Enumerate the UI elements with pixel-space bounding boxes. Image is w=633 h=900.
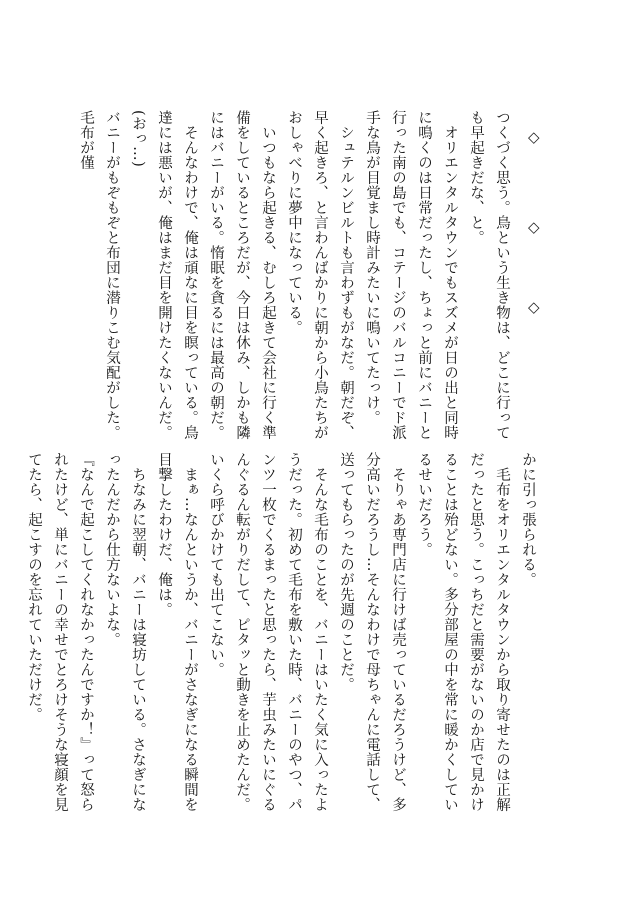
ornament-diamond: ◇ <box>528 218 540 236</box>
paragraph: ちなみに翌朝、バニーは寝坊している。さなぎになったんだから仕方ないよな。 <box>104 452 146 812</box>
section-break-spacer <box>515 110 541 440</box>
ornament-diamond: ◇ <box>528 298 540 316</box>
paragraph: まぁ…なんというか、バニーがさなぎになる瞬間を目撃したわけだ、俺は。 <box>156 452 198 812</box>
paragraph: 『なんで起こしてくれなかったんですか！』って怒られたけど、単にバニーの幸せでとろけそうな寝顔を見てたら、起こすのを忘れていただけだ。 <box>26 452 94 812</box>
paragraph: そんなわけで、俺は頑なに目を瞑っている。鳥達には悪いが、俺はまだ目を開けたくないんだ。 <box>156 110 198 440</box>
paragraph: つくづく思う。鳥という生き物は、どこに行っても早起きだな、と。 <box>468 110 510 440</box>
lower-text-block <box>26 452 541 812</box>
ornament-diamond: ◇ <box>528 128 540 146</box>
paragraph: いつもなら起きる、むしろ起きて会社に行く準備をしているところだが、今日は休み、しかも隣にはバニーがいる。惰眠を貪るには最高の朝だ。 <box>208 110 276 440</box>
paragraph: (おっ…) <box>130 110 146 168</box>
paragraph: バニーがもぞもぞと布団に潜りこむ気配がした。毛布が僅 <box>78 110 120 440</box>
upper-text-block <box>71 110 541 440</box>
paragraph: 毛布をオリエンタルタウンから取り寄せたのは正解だったと思う。こっちだと需要がないのか店で見かけることは殆どない。多分部屋の中を常に暖かくしているせいだろう。 <box>416 452 510 812</box>
paragraph: そりゃあ専門店に行けば売っているだろうけど、多分高いだろうし…そんなわけで母ちゃんに電話して、送ってもらったのが先週のことだ。 <box>338 452 406 812</box>
paragraph: オリエンタルタウンでもスズメが日の出と同時に鳴くのは日常だったし、ちょっと前にバニーと行った南の島でも、コテージのバルコニーでド派手な鳥が目覚まし時計みたいに鳴いてたっけ。 <box>364 110 458 440</box>
paragraph: シュテルンビルトも言わずもがなだ。朝だぞ、早く起きろ、と言わんばかりに朝から小鳥たちがおしゃべりに夢中になっている。 <box>286 110 354 440</box>
paragraph: かに引っ張られる。 <box>520 452 536 587</box>
paragraph: そんな毛布のことを、バニーはいたく気に入ったようだった。初めて毛布を敷いた時、バニーのやつ、パンツ一枚でくるまったと思ったら、芋虫みたいにぐるんぐるん転がりだして、ピタッと動きを止めたんだ。いくら呼びかけても出てこない。 <box>208 452 328 812</box>
